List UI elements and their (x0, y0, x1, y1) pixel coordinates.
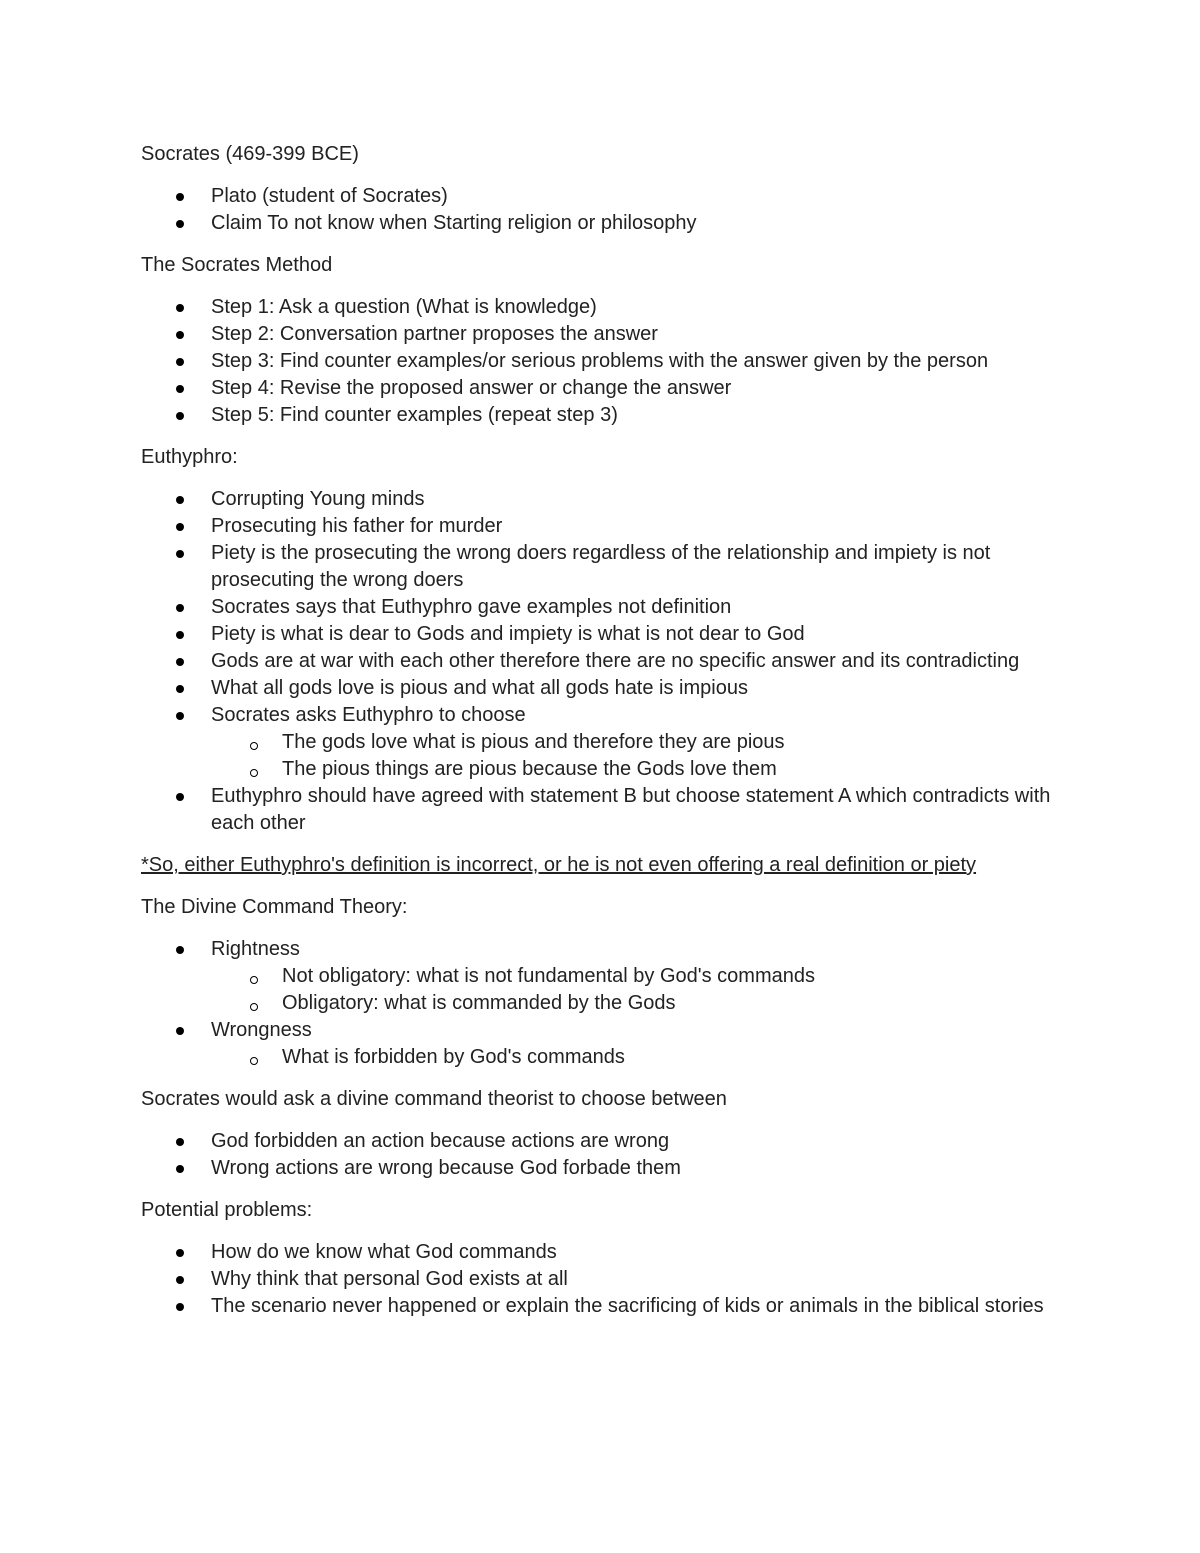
section-heading-choose-between: Socrates would ask a divine command theorist to choose between (141, 1088, 727, 1110)
list-item: How do we know what God commands (141, 1239, 1061, 1266)
bullet-icon (176, 358, 184, 366)
hollow-bullet-icon (250, 742, 258, 750)
list-item: Wrong actions are wrong because God forbade them (141, 1155, 1061, 1182)
list-item: Euthyphro should have agreed with statement B but choose statement A which contradicts with each other (141, 783, 1061, 837)
hollow-bullet-icon (250, 976, 258, 984)
bullet-list (141, 183, 1061, 237)
bullet-icon (176, 331, 184, 339)
sub-list-item: The gods love what is pious and therefore they are pious (211, 729, 1061, 756)
section-heading-socrates: Socrates (469-399 BCE) (141, 143, 359, 165)
list-item: Claim To not know when Starting religion or philosophy (141, 210, 1061, 237)
bullet-icon (176, 1138, 184, 1146)
bullet-icon (176, 685, 184, 693)
section-heading-divine-command: The Divine Command Theory: (141, 896, 408, 918)
document-page (141, 141, 1061, 1335)
hollow-bullet-icon (250, 769, 258, 777)
sub-list (211, 729, 1061, 783)
bullet-icon (176, 523, 184, 531)
list-item: The scenario never happened or explain the sacrificing of kids or animals in the biblical stories (141, 1293, 1061, 1320)
list-item: God forbidden an action because actions are wrong (141, 1128, 1061, 1155)
list-item: Step 1: Ask a question (What is knowledge) (141, 294, 1061, 321)
bullet-icon (176, 193, 184, 201)
list-item: Wrongness What is forbidden by God's commands (141, 1017, 1061, 1071)
sub-list-item: Not obligatory: what is not fundamental by God's commands (211, 963, 1061, 990)
bullet-icon (176, 1276, 184, 1284)
bullet-icon (176, 604, 184, 612)
bullet-icon (176, 793, 184, 801)
bullet-icon (176, 712, 184, 720)
bullet-icon (176, 1027, 184, 1035)
sub-list-item: The pious things are pious because the Gods love them (211, 756, 1061, 783)
list-item: Plato (student of Socrates) (141, 183, 1061, 210)
bullet-icon (176, 412, 184, 420)
bullet-icon (176, 550, 184, 558)
list-item: Piety is the prosecuting the wrong doers regardless of the relationship and impiety is not prosecuting the wrong doers (141, 540, 1061, 594)
bullet-icon (176, 220, 184, 228)
hollow-bullet-icon (250, 1057, 258, 1065)
bullet-list (141, 486, 1061, 837)
list-item: Gods are at war with each other therefore there are no specific answer and its contradicting (141, 648, 1061, 675)
bullet-icon (176, 496, 184, 504)
bullet-icon (176, 385, 184, 393)
list-item: Piety is what is dear to Gods and impiety is what is not dear to God (141, 621, 1061, 648)
list-item: Socrates says that Euthyphro gave examples not definition (141, 594, 1061, 621)
list-item: Why think that personal God exists at all (141, 1266, 1061, 1293)
list-item: Step 2: Conversation partner proposes the answer (141, 321, 1061, 348)
bullet-icon (176, 1165, 184, 1173)
bullet-list (141, 1128, 1061, 1182)
section-heading-socrates-method: The Socrates Method (141, 254, 333, 276)
hollow-bullet-icon (250, 1003, 258, 1011)
list-item: Socrates asks Euthyphro to choose The gods love what is pious and therefore they are pious The pious things are pious because the Gods love them (141, 702, 1061, 783)
sub-list-item: What is forbidden by God's commands (211, 1044, 1061, 1071)
sub-list-item: Obligatory: what is commanded by the Gods (211, 990, 1061, 1017)
sub-list (211, 963, 1061, 1017)
section-heading-euthyphro: Euthyphro: (141, 446, 238, 468)
bullet-icon (176, 1249, 184, 1257)
list-item: Corrupting Young minds (141, 486, 1061, 513)
underlined-conclusion: *So, either Euthyphro's definition is incorrect, or he is not even offering a real definition or piety (141, 854, 977, 876)
list-item: Step 5: Find counter examples (repeat step 3) (141, 402, 1061, 429)
list-item: Rightness Not obligatory: what is not fundamental by God's commands Obligatory: what is commanded by the Gods (141, 936, 1061, 1017)
bullet-list (141, 1239, 1061, 1320)
bullet-icon (176, 946, 184, 954)
section-heading-potential-problems: Potential problems: (141, 1199, 313, 1221)
bullet-list (141, 294, 1061, 429)
list-item: Step 4: Revise the proposed answer or change the answer (141, 375, 1061, 402)
bullet-icon (176, 304, 184, 312)
bullet-icon (176, 1303, 184, 1311)
sub-list (211, 1044, 1061, 1071)
list-item: Step 3: Find counter examples/or serious problems with the answer given by the person (141, 348, 1061, 375)
bullet-icon (176, 658, 184, 666)
bullet-list (141, 936, 1061, 1071)
list-item: Prosecuting his father for murder (141, 513, 1061, 540)
bullet-icon (176, 631, 184, 639)
list-item: What all gods love is pious and what all gods hate is impious (141, 675, 1061, 702)
